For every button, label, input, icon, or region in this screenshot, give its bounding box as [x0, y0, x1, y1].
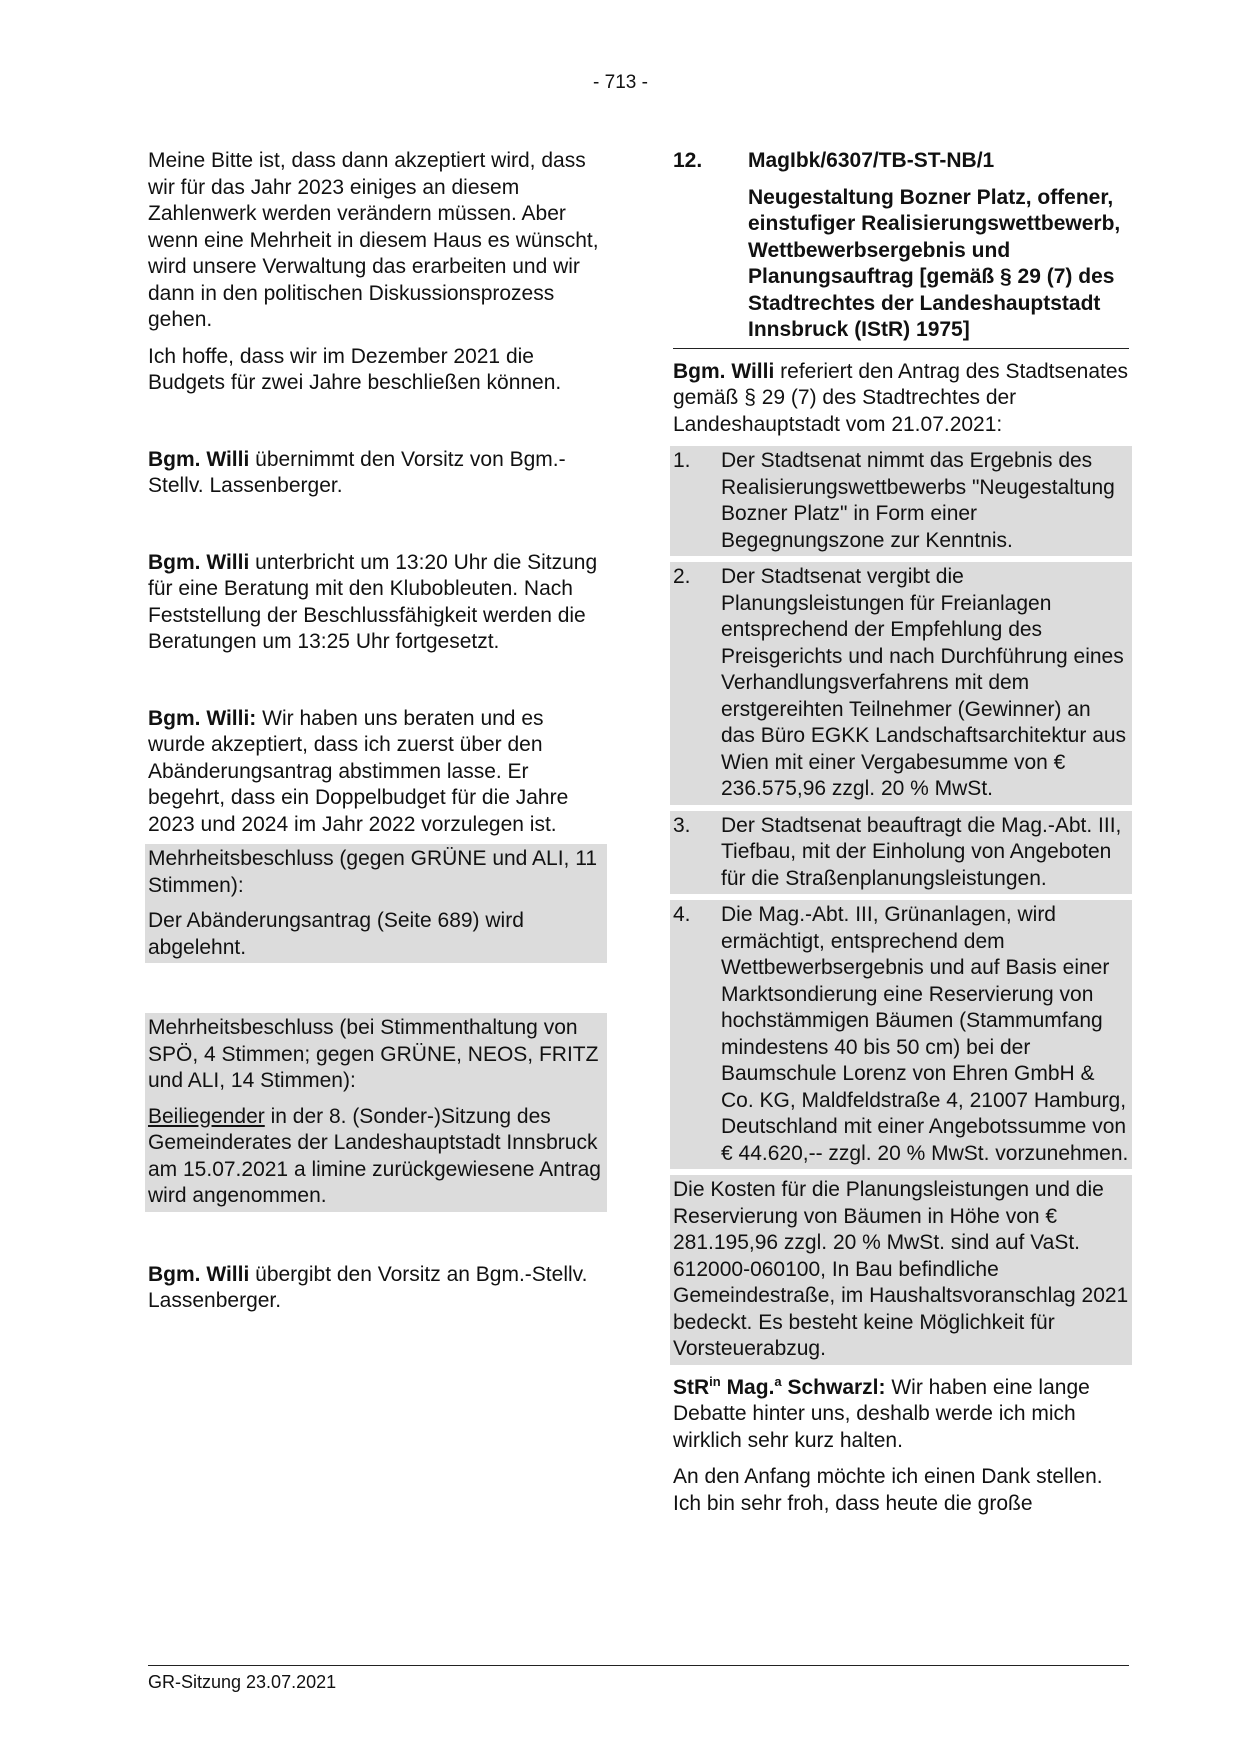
agenda-item-subject: Neugestaltung Bozner Platz, offener, einstufiger Realisierungswettbewerb, Wettbewerbsergebnis und Planungsauftrag [gemäß § 29 (7) des Stadtrechtes der Landeshauptstadt Innsbruck (IStR) 1975]	[748, 185, 1121, 341]
list-item: 4. Die Mag.-Abt. III, Grünanlagen, wird ermächtigt, entsprechend dem Wettbewerbsergebnis und auf Basis einer Marktsondierung eine Reservierung von hochstämmigen Bäumen (Stammumfang mindestens 40 bis 50 cm) bei der Baumschule Lorenz von Ehren GmbH & Co. KG, Maldfeldstraße 4, 21007 Hamburg, Deutschland mit einer Angebotssumme von € 44.620,-- zzgl. 20 % MwSt. vorzunehmen.	[673, 903, 1129, 1165]
costs-text: Die Kosten für die Planungsleistungen und die Reservierung von Bäumen in Höhe von € 281.195,96 zzgl. 20 % MwSt. sind auf VaSt. 612000-060100, In Bau befindliche Gemeindestraße, im Haushaltsvoranschlag 2021 bedeckt. Es besteht keine Möglichkeit für Vorsteuerabzug.	[673, 1178, 1129, 1360]
right-column	[673, 148, 1129, 1517]
speaker: Bgm. Willi	[148, 550, 250, 574]
costs-box	[670, 1175, 1132, 1365]
paragraph: An den Anfang möchte ich einen Dank stellen. Ich bin sehr froh, dass heute die große	[673, 1465, 1103, 1515]
motion-box	[670, 446, 1132, 556]
agenda-item-reference: MagIbk/6307/TB-ST-NB/1	[748, 149, 995, 172]
resolution-box	[145, 844, 607, 963]
left-column	[148, 148, 604, 1315]
list-item: 2. Der Stadtsenat vergibt die Planungsleistungen für Freianlagen entsprechend der Empfehlung des Preisgerichts und nach Durchführung eines Verhandlungsverfahrens mit dem erstgereihten Teilnehmer (Gewinner) an das Büro EGKK Landschaftsarchitektur aus Wien mit einer Vergabesumme von € 236.575,96 zzgl. 20 % MwSt.	[673, 565, 1127, 800]
agenda-item-heading	[673, 148, 1129, 175]
resolution-box	[145, 1013, 607, 1212]
paragraph: Bgm. Willi: Wir haben uns beraten und es wurde akzeptiert, dass ich zuerst über den Abänderungsantrag abstimmen lasse. Er begehrt, dass ein Doppelbudget für die Jahre 2023 und 2024 im Jahr 2022 vorzulegen ist.	[148, 706, 569, 836]
paragraph: Bgm. Willi übernimmt den Vorsitz von Bgm.-Stellv. Lassenberger.	[148, 447, 566, 497]
paragraph: Meine Bitte ist, dass dann akzeptiert wird, dass wir für das Jahr 2023 einiges an diesem Zahlenwerk werden verändern müssen. Aber wenn eine Mehrheit in diesem Haus es wünscht, wird unsere Verwaltung das erarbeiten und wir dann in den politischen Diskussionsprozess gehen.	[148, 149, 599, 331]
motion-box	[670, 562, 1132, 805]
agenda-item-number: 12.	[673, 149, 703, 172]
resolution-text: Beiliegender in der 8. (Sonder-)Sitzung des Gemeinderates der Landeshauptstadt Innsbruck am 15.07.2021 a limine zurückgewiesene Antrag wird angenommen.	[148, 1104, 601, 1207]
footer: GR-Sitzung 23.07.2021	[148, 1672, 337, 1692]
motion-box	[670, 900, 1132, 1169]
heading-divider	[673, 348, 1129, 349]
paragraph: Bgm. Willi referiert den Antrag des Stadtsenates gemäß § 29 (7) des Stadtrechtes der Landeshauptstadt vom 21.07.2021:	[673, 359, 1129, 436]
page-number: - 713 -	[593, 72, 648, 93]
list-item: 1. Der Stadtsenat nimmt das Ergebnis des Realisierungswettbewerbs "Neugestaltung Bozner Platz" in Form einer Begegnungszone zur Kenntnis.	[673, 449, 1115, 552]
speaker: StR$^{in}$ Mag.$^a$ Schwarzl:	[673, 1373, 886, 1399]
paragraph: StR$^{in}$ Mag.$^a$ Schwarzl: Wir haben eine lange Debatte hinter uns, deshalb werde ich mich wirklich sehr kurz halten.	[673, 1373, 1090, 1452]
speaker: Bgm. Willi	[148, 447, 250, 471]
paragraph: Ich hoffe, dass wir im Dezember 2021 die Budgets für zwei Jahre beschließen können.	[148, 344, 562, 394]
speaker: Bgm. Willi	[673, 359, 775, 383]
resolution-text: Der Abänderungsantrag (Seite 689) wird abgelehnt.	[148, 909, 524, 959]
paragraph: Bgm. Willi unterbricht um 13:20 Uhr die Sitzung für eine Beratung mit den Klubobleuten. Nach Feststellung der Beschlussfähigkeit werden die Beratungen um 13:25 Uhr fortgesetzt.	[148, 550, 598, 653]
speaker: Bgm. Willi	[148, 1262, 250, 1286]
footer-divider	[148, 1665, 1129, 1666]
resolution-type: Mehrheitsbeschluss (gegen GRÜNE und ALI, 11 Stimmen):	[148, 847, 598, 897]
motion-box	[670, 811, 1132, 895]
list-item: 3. Der Stadtsenat beauftragt die Mag.-Abt. III, Tiefbau, mit der Einholung von Angeboten für die Straßenplanungsleistungen.	[673, 813, 1122, 890]
resolution-type: Mehrheitsbeschluss (bei Stimmenthaltung von SPÖ, 4 Stimmen; gegen GRÜNE, NEOS, FRITZ und ALI, 14 Stimmen):	[148, 1016, 599, 1092]
speaker: Bgm. Willi:	[148, 706, 257, 730]
paragraph: Bgm. Willi übergibt den Vorsitz an Bgm.-Stellv. Lassenberger.	[148, 1262, 588, 1312]
